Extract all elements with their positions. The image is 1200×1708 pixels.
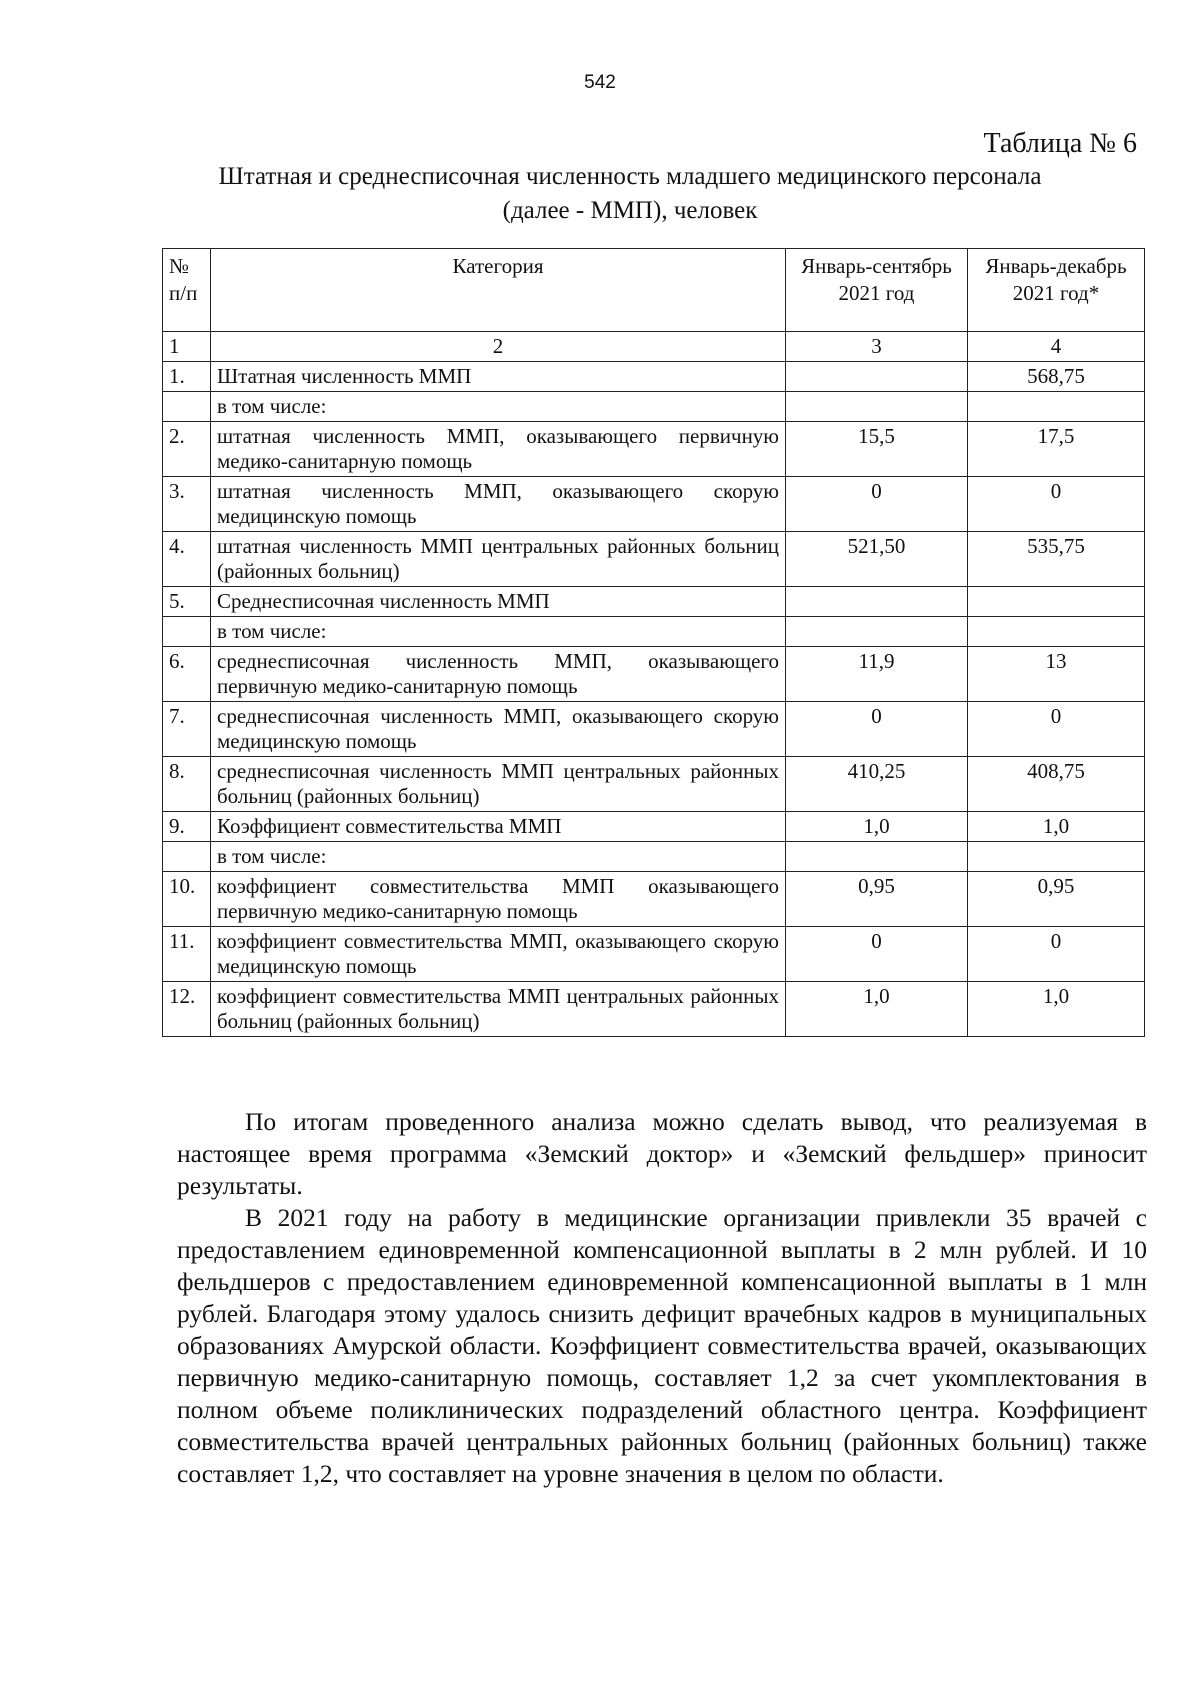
row-category: в том числе: bbox=[211, 617, 786, 647]
row-category: Среднесписочная численность ММП bbox=[211, 587, 786, 617]
row-number: 1. bbox=[163, 362, 211, 392]
table-row bbox=[163, 702, 1145, 757]
table-row bbox=[163, 647, 1145, 702]
row-number: 12. bbox=[163, 982, 211, 1037]
row-value-dec: 535,75 bbox=[968, 532, 1145, 587]
row-value-dec: 0 bbox=[968, 702, 1145, 757]
row-value-sep: 521,50 bbox=[786, 532, 968, 587]
row-value-dec: 0 bbox=[968, 477, 1145, 532]
page-number: 542 bbox=[584, 72, 616, 93]
table-number: Таблица № 6 bbox=[983, 128, 1137, 159]
row-number: 8. bbox=[163, 757, 211, 812]
row-category: штатная численность ММП, оказывающего скорую медицинскую помощь bbox=[211, 477, 786, 532]
table-row bbox=[163, 587, 1145, 617]
row-number: 9. bbox=[163, 812, 211, 842]
row-value-sep: 11,9 bbox=[786, 647, 968, 702]
header-category: Категория bbox=[211, 249, 786, 332]
row-value-dec bbox=[968, 392, 1145, 422]
table-row bbox=[163, 812, 1145, 842]
row-number: 7. bbox=[163, 702, 211, 757]
row-value-sep: 410,25 bbox=[786, 757, 968, 812]
table-body bbox=[163, 249, 1145, 1037]
row-value-dec bbox=[968, 617, 1145, 647]
row-category: штатная численность ММП центральных районных больниц (районных больниц) bbox=[211, 532, 786, 587]
table-row bbox=[163, 362, 1145, 392]
row-value-dec: 1,0 bbox=[968, 982, 1145, 1037]
row-value-sep bbox=[786, 392, 968, 422]
row-value-sep bbox=[786, 617, 968, 647]
index-cell-1: 1 bbox=[163, 332, 211, 362]
row-value-sep: 15,5 bbox=[786, 422, 968, 477]
paragraph-2: В 2021 году на работу в медицинские организации привлекли 35 врачей с предоставлением единовременной компенсационной выплаты в 2 млн рублей. И 10 фельдшеров с предоставлением единовременной компенсационной выплаты в 1 млн рублей. Благодаря этому удалось снизить дефицит врачебных кадров в муниципальных образованиях Амурской области. Коэффициент совместительства врачей, оказывающих первичную медико-санитарную помощь, составляет 1,2 за счет укомплектования в полном объеме поликлинических подразделений областного центра. Коэффициент совместительства врачей центральных районных больниц (районных больниц) также составляет 1,2, что составляет на уровне значения в целом по области. bbox=[177, 1203, 1147, 1488]
row-value-dec: 408,75 bbox=[968, 757, 1145, 812]
table-row bbox=[163, 477, 1145, 532]
row-number: 2. bbox=[163, 422, 211, 477]
table-row bbox=[163, 617, 1145, 647]
row-value-dec: 17,5 bbox=[968, 422, 1145, 477]
index-cell-4: 4 bbox=[968, 332, 1145, 362]
table-row bbox=[163, 927, 1145, 982]
table-row bbox=[163, 982, 1145, 1037]
header-col3: Январь-сентябрь 2021 год bbox=[786, 249, 968, 332]
row-number: 4. bbox=[163, 532, 211, 587]
row-number bbox=[163, 392, 211, 422]
row-category: Штатная численность ММП bbox=[211, 362, 786, 392]
caption-line-1: Штатная и среднесписочная численность младшего медицинского персонала bbox=[218, 163, 1042, 190]
row-number: 10. bbox=[163, 872, 211, 927]
staffing-table bbox=[162, 248, 1145, 1037]
row-category: коэффициент совместительства ММП, оказывающего скорую медицинскую помощь bbox=[211, 927, 786, 982]
row-value-sep: 0,95 bbox=[786, 872, 968, 927]
table-row bbox=[163, 532, 1145, 587]
row-value-sep: 0 bbox=[786, 477, 968, 532]
row-value-dec: 568,75 bbox=[968, 362, 1145, 392]
row-category: штатная численность ММП, оказывающего первичную медико-санитарную помощь bbox=[211, 422, 786, 477]
row-category: коэффициент совместительства ММП центральных районных больниц (районных больниц) bbox=[211, 982, 786, 1037]
header-num: № п/п bbox=[163, 249, 211, 332]
row-number: 3. bbox=[163, 477, 211, 532]
row-value-sep: 0 bbox=[786, 927, 968, 982]
table-header-row bbox=[163, 249, 1145, 332]
index-cell-3: 3 bbox=[786, 332, 968, 362]
table-row bbox=[163, 757, 1145, 812]
row-value-sep: 0 bbox=[786, 702, 968, 757]
row-category: в том числе: bbox=[211, 392, 786, 422]
paragraph-1: По итогам проведенного анализа можно сделать вывод, что реализуемая в настоящее время программа «Земский доктор» и «Земский фельдшер» приносит результаты. bbox=[177, 1107, 1147, 1200]
table-row bbox=[163, 872, 1145, 927]
row-category: Коэффициент совместительства ММП bbox=[211, 812, 786, 842]
table-row bbox=[163, 842, 1145, 872]
row-number bbox=[163, 617, 211, 647]
row-number: 11. bbox=[163, 927, 211, 982]
row-value-dec: 0,95 bbox=[968, 872, 1145, 927]
row-value-sep bbox=[786, 362, 968, 392]
row-category: среднесписочная численность ММП, оказывающего первичную медико-санитарную помощь bbox=[211, 647, 786, 702]
row-value-dec bbox=[968, 587, 1145, 617]
row-category: среднесписочная численность ММП, оказывающего скорую медицинскую помощь bbox=[211, 702, 786, 757]
row-value-dec: 13 bbox=[968, 647, 1145, 702]
row-value-sep bbox=[786, 587, 968, 617]
row-number: 6. bbox=[163, 647, 211, 702]
row-value-dec bbox=[968, 842, 1145, 872]
row-category: среднесписочная численность ММП центральных районных больниц (районных больниц) bbox=[211, 757, 786, 812]
row-value-dec: 1,0 bbox=[968, 812, 1145, 842]
row-number bbox=[163, 842, 211, 872]
row-category: коэффициент совместительства ММП оказывающего первичную медико-санитарную помощь bbox=[211, 872, 786, 927]
table-row bbox=[163, 392, 1145, 422]
table-row bbox=[163, 422, 1145, 477]
row-number: 5. bbox=[163, 587, 211, 617]
row-value-sep: 1,0 bbox=[786, 812, 968, 842]
caption-line-2: (далее - ММП), человек bbox=[502, 197, 758, 224]
table-caption bbox=[150, 160, 1110, 228]
index-cell-2: 2 bbox=[211, 332, 786, 362]
header-col4: Январь-декабрь 2021 год* bbox=[968, 249, 1145, 332]
body-text bbox=[177, 1106, 1147, 1490]
table-index-row bbox=[163, 332, 1145, 362]
row-value-sep: 1,0 bbox=[786, 982, 968, 1037]
row-value-dec: 0 bbox=[968, 927, 1145, 982]
row-category: в том числе: bbox=[211, 842, 786, 872]
row-value-sep bbox=[786, 842, 968, 872]
